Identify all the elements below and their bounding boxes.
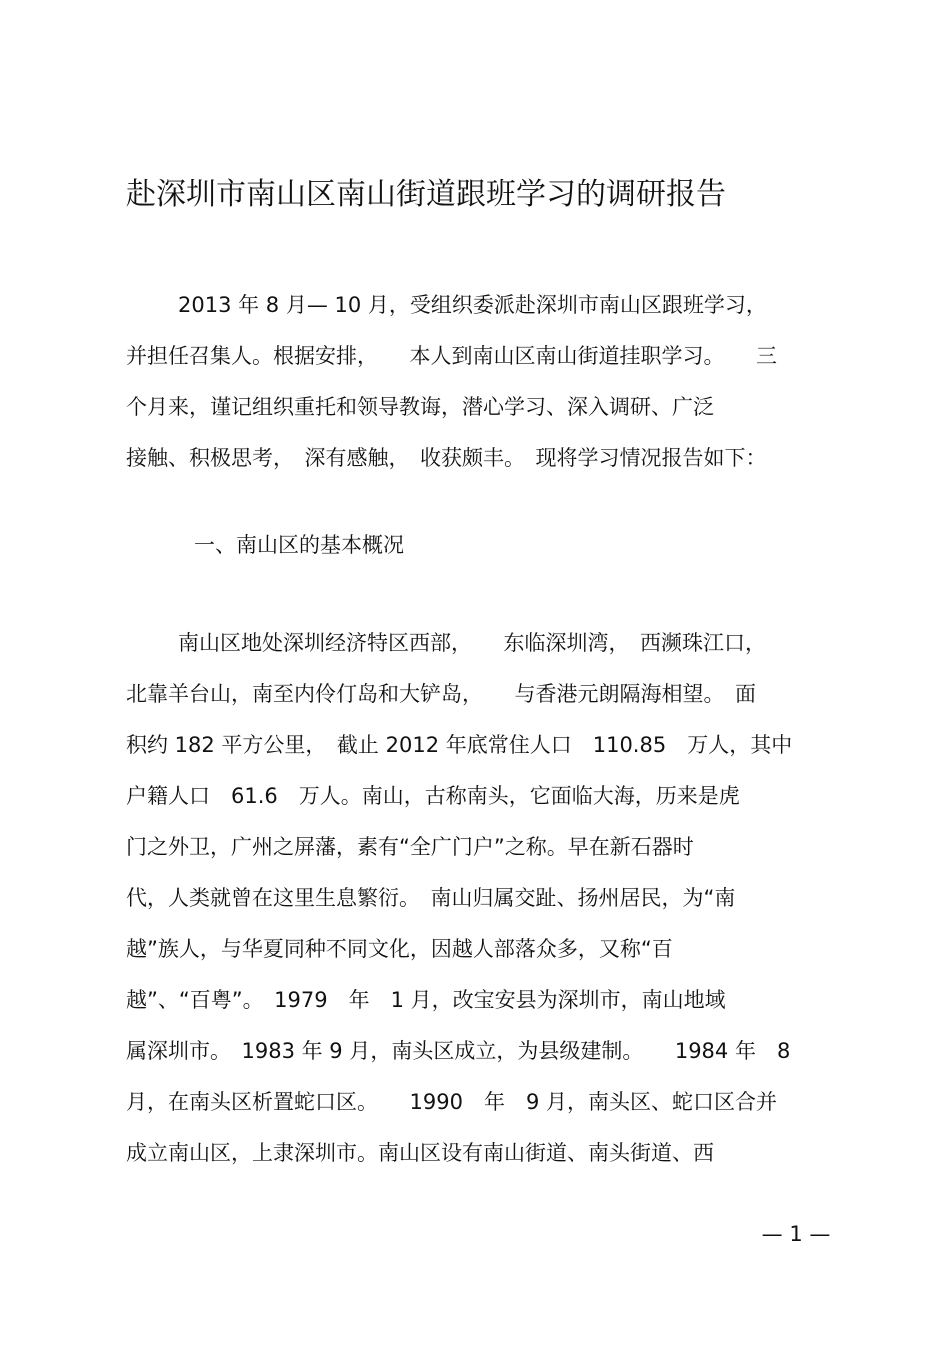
overview-line: 越”、“百粤”。 1979 年 1 月，改宝安县为深圳市，南山地域 (126, 988, 726, 1012)
overview-line: 积约 182 平方公里， 截止 2012 年底常住人口 110.85 万人，其中 (126, 733, 793, 757)
intro-line: 2013 年 8 月— 10 月，受组织委派赴深圳市南山区跟班学习， (178, 293, 767, 317)
intro-paragraph (126, 280, 846, 484)
intro-line: 并担任召集人。根据安排， 本人到南山区南山街道挂职学习。 三 (126, 344, 777, 368)
intro-line: 个月来，谨记组织重托和领导教诲，潜心学习、深入调研、广泛 (126, 395, 714, 419)
overview-line: 门之外卫，广州之屏藩，素有“全广门户”之称。早在新石器时 (126, 835, 694, 859)
overview-line: 北靠羊台山，南至内伶仃岛和大铲岛， 与香港元朗隔海相望。 面 (126, 682, 756, 706)
section-heading: 一、南山区的基本概况 (194, 533, 404, 557)
overview-line: 南山区地处深圳经济特区西部， 东临深圳湾， 西濒珠江口， (178, 631, 766, 655)
overview-line: 月，在南头区析置蛇口区。 1990 年 9 月，南头区、蛇口区合并 (126, 1090, 777, 1114)
page-number: — 1 — (761, 1222, 831, 1246)
report-title: 赴深圳市南山区南山街道跟班学习的调研报告 (126, 177, 726, 212)
overview-line: 属深圳市。 1983 年 9 月，南头区成立，为县级建制。 1984 年 8 (126, 1039, 791, 1063)
overview-line: 代，人类就曾在这里生息繁衍。 南山归属交趾、扬州居民，为“南 (126, 886, 736, 910)
overview-line: 成立南山区，上隶深圳市。南山区设有南山街道、南头街道、西 (126, 1141, 714, 1165)
overview-paragraph (126, 618, 846, 1179)
overview-line: 户籍人口 61.6 万人。南山，古称南头，它面临大海，历来是虎 (126, 784, 740, 808)
overview-line: 越”族人，与华夏同种不同文化，因越人部落众多，又称“百 (126, 937, 673, 961)
intro-line: 接触、积极思考， 深有感触， 收获颇丰。 现将学习情况报告如下： (126, 446, 767, 470)
